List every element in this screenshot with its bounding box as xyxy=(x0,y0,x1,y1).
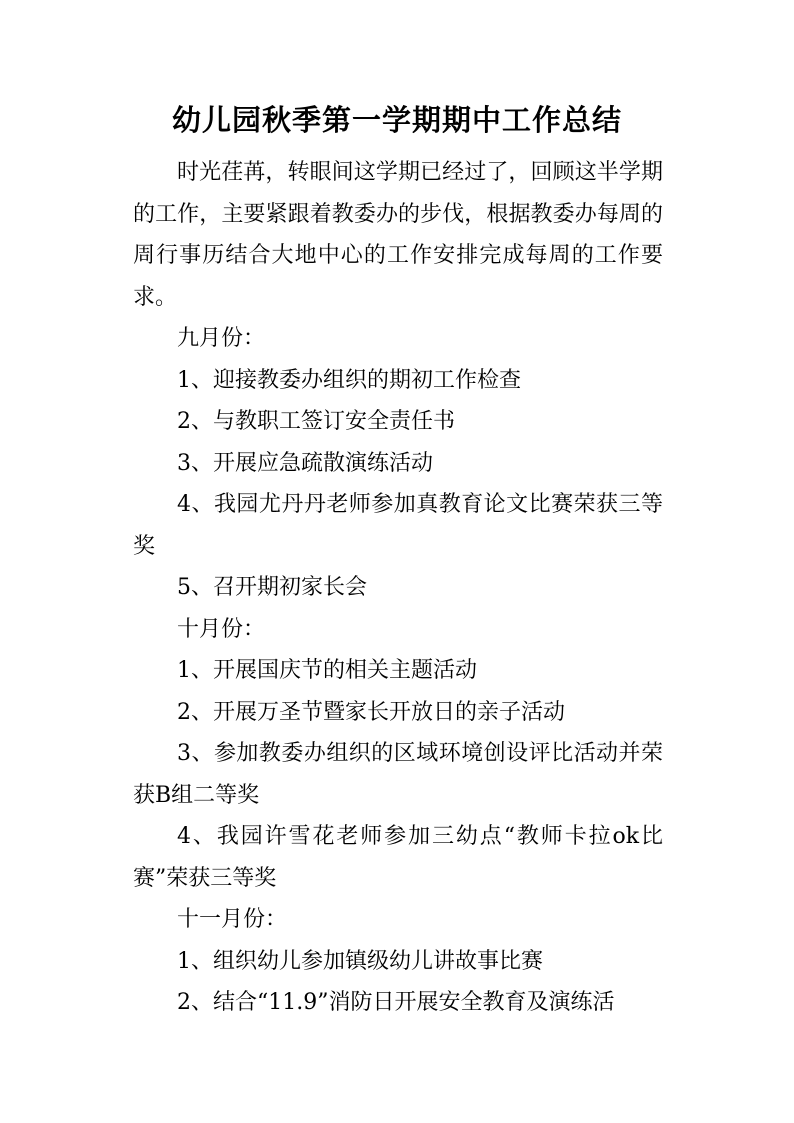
list-item: 2、结合“11.9”消防日开展安全教育及演练活 xyxy=(177,990,615,1015)
list-item: 4、我园许雪花老师参加三幼点“教师卡拉ok比赛”荣获三等奖 xyxy=(133,824,663,891)
list-item: 4、我园尤丹丹老师参加真教育论文比赛荣获三等奖 xyxy=(133,492,663,559)
list-item: 3、参加教委办组织的区域环境创设评比活动并荣获B组二等奖 xyxy=(133,741,663,808)
list-item: 2、开展万圣节暨家长开放日的亲子活动 xyxy=(177,699,565,725)
section-heading-september: 九月份： xyxy=(177,326,266,351)
list-item: 1、开展国庆节的相关主题活动 xyxy=(177,658,477,683)
list-item: 1、组织幼儿参加镇级幼儿讲故事比赛 xyxy=(177,948,543,974)
document-body xyxy=(133,152,663,1024)
section-heading-november: 十一月份： xyxy=(177,907,288,932)
paragraph-intro: 时光荏苒，转眼间这学期已经过了，回顾这半学期的工作，主要紧跟着教委办的步伐，根据教委办每周的周行事历结合大地中心的工作安排完成每周的工作要求。 xyxy=(133,160,663,310)
list-item: 2、与教职工签订安全责任书 xyxy=(177,409,455,434)
document-title: 幼儿园秋季第一学期期中工作总结 xyxy=(171,103,622,137)
section-heading-october: 十月份： xyxy=(177,616,266,642)
list-item: 3、开展应急疏散演练活动 xyxy=(177,450,433,476)
list-item: 5、召开期初家长会 xyxy=(177,575,367,600)
list-item: 1、迎接教委办组织的期初工作检查 xyxy=(177,367,521,393)
